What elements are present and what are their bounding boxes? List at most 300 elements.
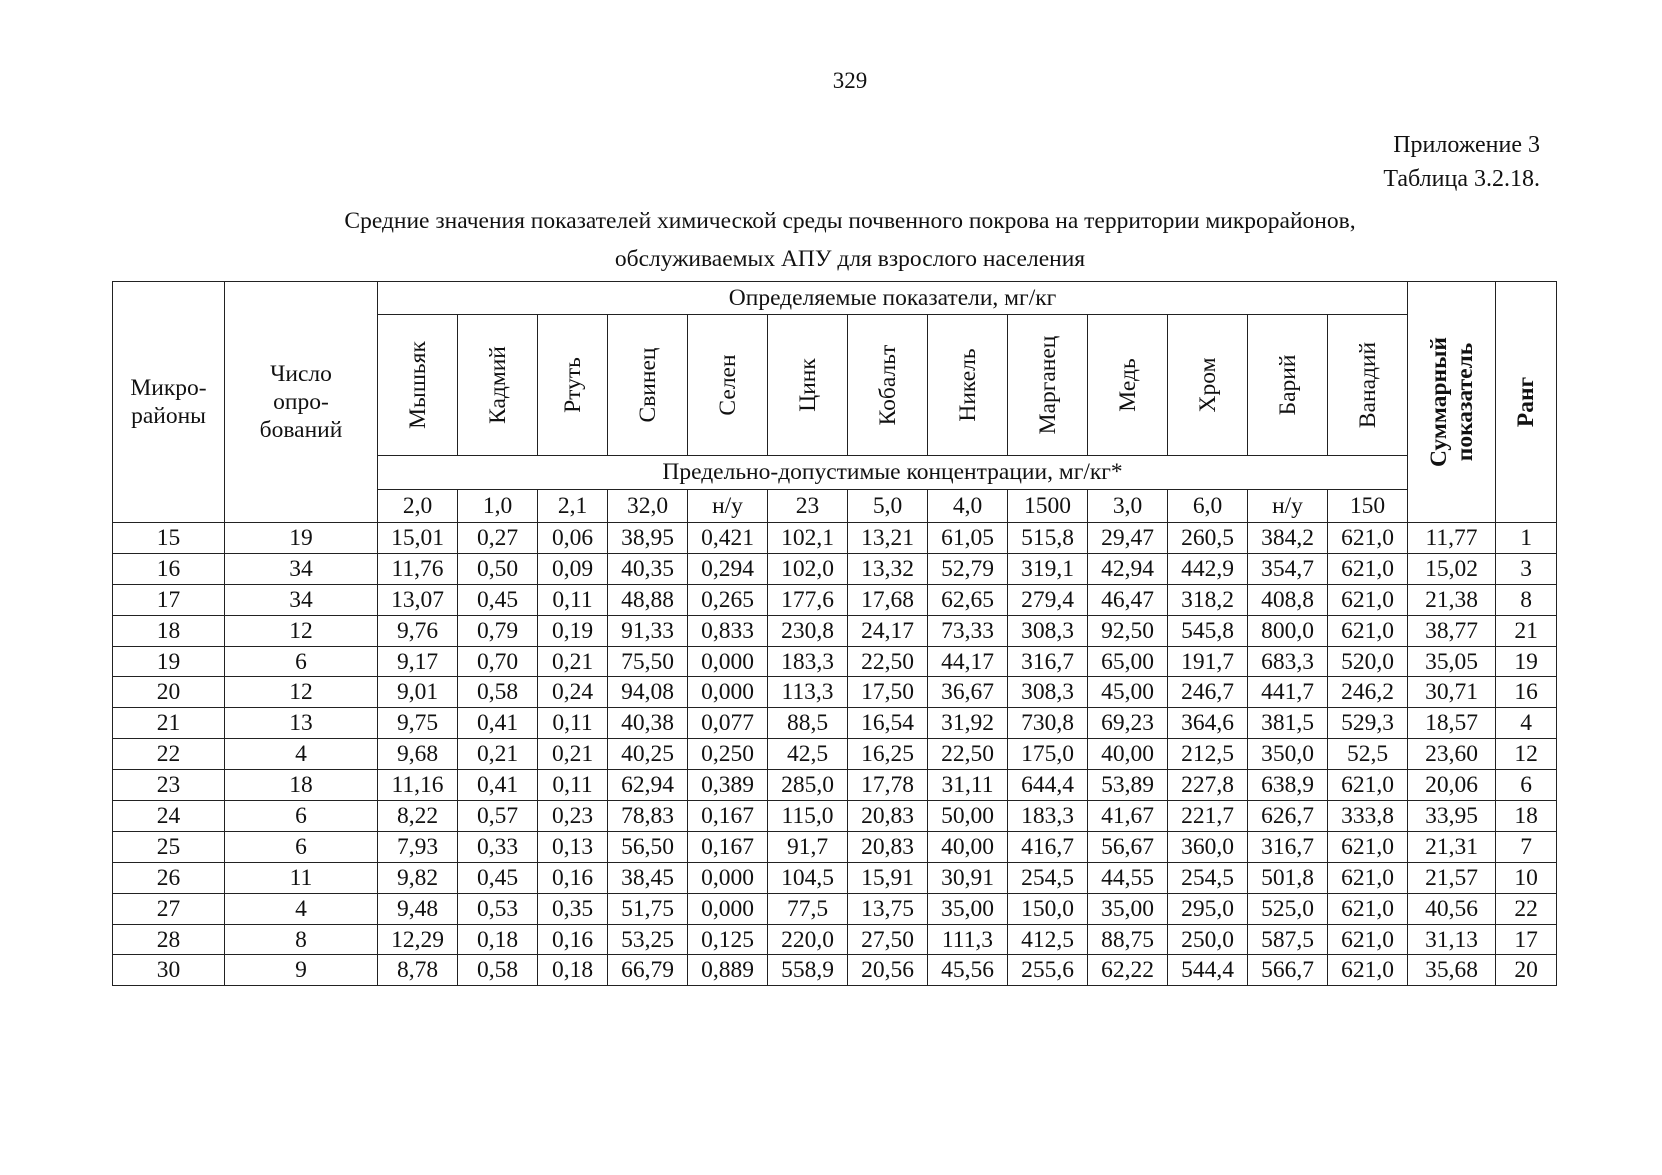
table-cell: 56,50: [608, 831, 688, 862]
table-cell: 0,58: [458, 677, 538, 708]
header-element-label: Никель: [954, 348, 981, 422]
table-cell: 20: [113, 677, 225, 708]
table-cell: 220,0: [768, 924, 848, 955]
header-total-line1: Суммарный: [1425, 337, 1452, 467]
table-cell: 0,21: [538, 739, 608, 770]
table-cell: 20: [1496, 955, 1557, 986]
table-cell: 6: [225, 831, 378, 862]
table-cell: 40,00: [1088, 739, 1168, 770]
header-indicators-group: Определяемые показатели, мг/кг: [378, 282, 1408, 315]
table-cell: 354,7: [1248, 553, 1328, 584]
table-cell: 381,5: [1248, 708, 1328, 739]
table-cell: 18: [225, 770, 378, 801]
table-cell: 111,3: [928, 924, 1008, 955]
table-row: [113, 955, 1557, 986]
table-cell: 94,08: [608, 677, 688, 708]
table-cell: 316,7: [1248, 831, 1328, 862]
table-cell: 6: [1496, 770, 1557, 801]
table-cell: 621,0: [1328, 955, 1408, 986]
soil-chemistry-table: [112, 281, 1557, 986]
mpc-value-12: 150: [1328, 489, 1408, 522]
table-cell: 16: [113, 553, 225, 584]
table-cell: 26: [113, 862, 225, 893]
table-cell: 0,79: [458, 615, 538, 646]
table-cell: 0,294: [688, 553, 768, 584]
table-cell: 44,55: [1088, 862, 1168, 893]
mpc-value-0: 2,0: [378, 489, 458, 522]
header-mpc-group: Предельно-допустимые концентрации, мг/кг*: [378, 456, 1408, 489]
table-cell: 621,0: [1328, 523, 1408, 554]
table-cell: 285,0: [768, 770, 848, 801]
header-element-label: Цинк: [794, 358, 821, 413]
table-cell: 11: [225, 862, 378, 893]
header-element-label: Кобальт: [874, 344, 901, 426]
table-cell: 0,35: [538, 893, 608, 924]
table-cell: 42,5: [768, 739, 848, 770]
table-cell: 23: [113, 770, 225, 801]
mpc-value-5: 23: [768, 489, 848, 522]
table-cell: 0,265: [688, 584, 768, 615]
table-cell: 364,6: [1168, 708, 1248, 739]
table-cell: 102,1: [768, 523, 848, 554]
mpc-value-7: 4,0: [928, 489, 1008, 522]
table-cell: 40,00: [928, 831, 1008, 862]
table-cell: 11,16: [378, 770, 458, 801]
table-cell: 566,7: [1248, 955, 1328, 986]
table-cell: 21,38: [1408, 584, 1496, 615]
table-cell: 62,65: [928, 584, 1008, 615]
table-cell: 92,50: [1088, 615, 1168, 646]
table-cell: 31,92: [928, 708, 1008, 739]
table-cell: 18: [1496, 801, 1557, 832]
table-cell: 800,0: [1248, 615, 1328, 646]
table-cell: 0,57: [458, 801, 538, 832]
table-cell: 515,8: [1008, 523, 1088, 554]
header-samples-line1: Число: [270, 361, 332, 387]
table-cell: 9,75: [378, 708, 458, 739]
table-cell: 69,23: [1088, 708, 1168, 739]
table-cell: 175,0: [1008, 739, 1088, 770]
table-cell: 73,33: [928, 615, 1008, 646]
table-row: [113, 770, 1557, 801]
table-row: [113, 924, 1557, 955]
table-cell: 9,48: [378, 893, 458, 924]
table-cell: 13,21: [848, 523, 928, 554]
table-cell: 30,71: [1408, 677, 1496, 708]
table-cell: 0,421: [688, 523, 768, 554]
table-cell: 177,6: [768, 584, 848, 615]
table-cell: 683,3: [1248, 646, 1328, 677]
table-cell: 18,57: [1408, 708, 1496, 739]
table-cell: 308,3: [1008, 677, 1088, 708]
table-row: [113, 523, 1557, 554]
header-element-9: [1088, 315, 1168, 456]
header-total-line2: показатель: [1451, 342, 1478, 462]
header-element-3: [608, 315, 688, 456]
appendix-block: [1383, 128, 1540, 196]
table-cell: 38,77: [1408, 615, 1496, 646]
table-cell: 350,0: [1248, 739, 1328, 770]
table-cell: 12: [1496, 739, 1557, 770]
table-cell: 4: [1496, 708, 1557, 739]
table-cell: 45,56: [928, 955, 1008, 986]
table-cell: 62,94: [608, 770, 688, 801]
table-row: [113, 646, 1557, 677]
table-cell: 0,50: [458, 553, 538, 584]
table-cell: 0,41: [458, 770, 538, 801]
table-cell: 88,75: [1088, 924, 1168, 955]
table-cell: 7,93: [378, 831, 458, 862]
table-cell: 30: [113, 955, 225, 986]
table-cell: 1: [1496, 523, 1557, 554]
table-label: Таблица 3.2.18.: [1383, 166, 1540, 192]
header-element-label: Селен: [714, 354, 741, 416]
header-element-label: Свинец: [634, 347, 661, 423]
mpc-value-2: 2,1: [538, 489, 608, 522]
table-cell: 44,17: [928, 646, 1008, 677]
table-cell: 22: [113, 739, 225, 770]
table-row: [113, 801, 1557, 832]
table-cell: 91,7: [768, 831, 848, 862]
table-cell: 558,9: [768, 955, 848, 986]
table-cell: 0,58: [458, 955, 538, 986]
table-cell: 51,75: [608, 893, 688, 924]
table-cell: 18: [113, 615, 225, 646]
table-cell: 35,68: [1408, 955, 1496, 986]
table-cell: 0,167: [688, 831, 768, 862]
header-element-label: Ванадий: [1354, 342, 1381, 429]
table-cell: 408,8: [1248, 584, 1328, 615]
table-cell: 250,0: [1168, 924, 1248, 955]
table-cell: 16,54: [848, 708, 928, 739]
table-caption: [0, 202, 1662, 278]
table-cell: 115,0: [768, 801, 848, 832]
table-cell: 9,82: [378, 862, 458, 893]
table-cell: 0,000: [688, 677, 768, 708]
table-cell: 19: [1496, 646, 1557, 677]
header-element-label: Марганец: [1034, 335, 1061, 435]
table-cell: 16,25: [848, 739, 928, 770]
table-cell: 53,89: [1088, 770, 1168, 801]
table-cell: 30,91: [928, 862, 1008, 893]
table-cell: 0,000: [688, 646, 768, 677]
header-total: [1408, 282, 1496, 523]
table-cell: 66,79: [608, 955, 688, 986]
table-cell: 36,67: [928, 677, 1008, 708]
table-cell: 316,7: [1008, 646, 1088, 677]
table-cell: 638,9: [1248, 770, 1328, 801]
appendix-label: Приложение 3: [1393, 132, 1540, 158]
table-row: [113, 615, 1557, 646]
table-cell: 0,11: [538, 770, 608, 801]
mpc-value-9: 3,0: [1088, 489, 1168, 522]
header-rank: [1496, 282, 1557, 523]
table-cell: 35,05: [1408, 646, 1496, 677]
table-cell: 0,27: [458, 523, 538, 554]
table-cell: 9,68: [378, 739, 458, 770]
table-cell: 33,95: [1408, 801, 1496, 832]
header-element-2: [538, 315, 608, 456]
table-cell: 230,8: [768, 615, 848, 646]
table-cell: 730,8: [1008, 708, 1088, 739]
table-cell: 35,00: [1088, 893, 1168, 924]
table-cell: 52,79: [928, 553, 1008, 584]
table-cell: 12,29: [378, 924, 458, 955]
table-cell: 0,45: [458, 862, 538, 893]
table-cell: 644,4: [1008, 770, 1088, 801]
table-cell: 22,50: [848, 646, 928, 677]
table-row: [113, 739, 1557, 770]
table-cell: 23,60: [1408, 739, 1496, 770]
table-cell: 626,7: [1248, 801, 1328, 832]
table-cell: 0,000: [688, 862, 768, 893]
table-cell: 22: [1496, 893, 1557, 924]
table-cell: 227,8: [1168, 770, 1248, 801]
table-cell: 295,0: [1168, 893, 1248, 924]
table-cell: 48,88: [608, 584, 688, 615]
table-cell: 20,83: [848, 801, 928, 832]
header-element-label: Ртуть: [559, 357, 586, 414]
table-cell: 621,0: [1328, 770, 1408, 801]
table-cell: 8,22: [378, 801, 458, 832]
table-cell: 319,1: [1008, 553, 1088, 584]
table-cell: 621,0: [1328, 893, 1408, 924]
table-cell: 0,250: [688, 739, 768, 770]
table-cell: 24: [113, 801, 225, 832]
table-cell: 12: [225, 615, 378, 646]
table-cell: 621,0: [1328, 584, 1408, 615]
table-cell: 34: [225, 553, 378, 584]
header-rank-label: Ранг: [1513, 376, 1540, 428]
table-cell: 621,0: [1328, 553, 1408, 584]
table-cell: 0,16: [538, 924, 608, 955]
table-cell: 21: [1496, 615, 1557, 646]
table-cell: 6: [225, 801, 378, 832]
table-cell: 20,83: [848, 831, 928, 862]
table-cell: 40,35: [608, 553, 688, 584]
table-cell: 16: [1496, 677, 1557, 708]
table-cell: 102,0: [768, 553, 848, 584]
table-cell: 15,02: [1408, 553, 1496, 584]
table-cell: 255,6: [1008, 955, 1088, 986]
page-number: 329: [832, 68, 868, 93]
table-cell: 11,77: [1408, 523, 1496, 554]
table-cell: 0,06: [538, 523, 608, 554]
table-cell: 0,11: [538, 708, 608, 739]
table-cell: 0,833: [688, 615, 768, 646]
table-cell: 246,2: [1328, 677, 1408, 708]
table-cell: 621,0: [1328, 924, 1408, 955]
table-cell: 50,00: [928, 801, 1008, 832]
table-cell: 27: [113, 893, 225, 924]
table-cell: 246,7: [1168, 677, 1248, 708]
table-cell: 19: [113, 646, 225, 677]
table-cell: 78,83: [608, 801, 688, 832]
table-cell: 21: [113, 708, 225, 739]
header-element-label: Хром: [1194, 357, 1221, 413]
header-element-label: Барий: [1274, 354, 1301, 416]
table-cell: 29,47: [1088, 523, 1168, 554]
table-cell: 21,31: [1408, 831, 1496, 862]
header-element-4: [688, 315, 768, 456]
table-cell: 17: [113, 584, 225, 615]
table-cell: 15,01: [378, 523, 458, 554]
table-cell: 0,70: [458, 646, 538, 677]
table-cell: 61,05: [928, 523, 1008, 554]
mpc-value-6: 5,0: [848, 489, 928, 522]
header-element-label: Мышьяк: [404, 341, 431, 430]
table-cell: 35,00: [928, 893, 1008, 924]
table-cell: 0,13: [538, 831, 608, 862]
table-cell: 25: [113, 831, 225, 862]
table-cell: 46,47: [1088, 584, 1168, 615]
table-cell: 0,19: [538, 615, 608, 646]
table-cell: 40,25: [608, 739, 688, 770]
table-cell: 88,5: [768, 708, 848, 739]
table-body: [113, 523, 1557, 986]
caption-line-1: Средние значения показателей химической среды почвенного покрова на территории микрорайонов,: [344, 208, 1356, 234]
table-cell: 13: [225, 708, 378, 739]
table-row: [113, 677, 1557, 708]
table-cell: 20,56: [848, 955, 928, 986]
table-cell: 40,38: [608, 708, 688, 739]
table-cell: 529,3: [1328, 708, 1408, 739]
table-cell: 308,3: [1008, 615, 1088, 646]
header-samples-line2: опро-: [273, 389, 329, 415]
table-cell: 621,0: [1328, 862, 1408, 893]
table-cell: 22,50: [928, 739, 1008, 770]
table-cell: 38,95: [608, 523, 688, 554]
table-cell: 587,5: [1248, 924, 1328, 955]
table-row: [113, 862, 1557, 893]
mpc-value-8: 1500: [1008, 489, 1088, 522]
table-cell: 0,18: [458, 924, 538, 955]
table-cell: 441,7: [1248, 677, 1328, 708]
table-cell: 31,13: [1408, 924, 1496, 955]
header-element-10: [1168, 315, 1248, 456]
mpc-value-11: н/у: [1248, 489, 1328, 522]
table-cell: 17,50: [848, 677, 928, 708]
table-cell: 318,2: [1168, 584, 1248, 615]
header-element-5: [768, 315, 848, 456]
table-cell: 0,21: [458, 739, 538, 770]
table-cell: 333,8: [1328, 801, 1408, 832]
table-cell: 6: [225, 646, 378, 677]
table-cell: 13,32: [848, 553, 928, 584]
table-cell: 52,5: [1328, 739, 1408, 770]
table-cell: 13,75: [848, 893, 928, 924]
header-element-12: [1328, 315, 1408, 456]
table-row: [113, 708, 1557, 739]
header-element-6: [848, 315, 928, 456]
table-cell: 53,25: [608, 924, 688, 955]
table-cell: 8,78: [378, 955, 458, 986]
table-cell: 104,5: [768, 862, 848, 893]
table-cell: 9,01: [378, 677, 458, 708]
table-cell: 9,17: [378, 646, 458, 677]
table-cell: 0,125: [688, 924, 768, 955]
table-cell: 0,000: [688, 893, 768, 924]
caption-line-2: обслуживаемых АПУ для взрослого населения: [614, 246, 1086, 272]
table-cell: 0,24: [538, 677, 608, 708]
table-cell: 183,3: [768, 646, 848, 677]
table-cell: 360,0: [1168, 831, 1248, 862]
table-cell: 75,50: [608, 646, 688, 677]
table-cell: 442,9: [1168, 553, 1248, 584]
header-districts-line2: районы: [131, 403, 206, 429]
header-samples-line3: бований: [259, 417, 343, 443]
table-cell: 254,5: [1008, 862, 1088, 893]
header-element-7: [928, 315, 1008, 456]
table-cell: 0,09: [538, 553, 608, 584]
table-cell: 416,7: [1008, 831, 1088, 862]
table-cell: 150,0: [1008, 893, 1088, 924]
header-element-label: Медь: [1114, 358, 1141, 412]
table-cell: 0,33: [458, 831, 538, 862]
table-cell: 91,33: [608, 615, 688, 646]
table-cell: 412,5: [1008, 924, 1088, 955]
table-cell: 520,0: [1328, 646, 1408, 677]
table-cell: 4: [225, 739, 378, 770]
table-cell: 0,41: [458, 708, 538, 739]
table-cell: 40,56: [1408, 893, 1496, 924]
table-cell: 8: [1496, 584, 1557, 615]
mpc-value-3: 32,0: [608, 489, 688, 522]
table-cell: 221,7: [1168, 801, 1248, 832]
table-cell: 545,8: [1168, 615, 1248, 646]
table-cell: 0,077: [688, 708, 768, 739]
table-row: [113, 893, 1557, 924]
table-cell: 544,4: [1168, 955, 1248, 986]
table-cell: 525,0: [1248, 893, 1328, 924]
table-cell: 56,67: [1088, 831, 1168, 862]
table-row: [113, 553, 1557, 584]
table-cell: 17,78: [848, 770, 928, 801]
table-cell: 212,5: [1168, 739, 1248, 770]
table-cell: 28: [113, 924, 225, 955]
table-cell: 77,5: [768, 893, 848, 924]
table-cell: 38,45: [608, 862, 688, 893]
header-element-1: [458, 315, 538, 456]
table-cell: 0,16: [538, 862, 608, 893]
table-cell: 15: [113, 523, 225, 554]
table-cell: 0,23: [538, 801, 608, 832]
table-cell: 11,76: [378, 553, 458, 584]
table-cell: 45,00: [1088, 677, 1168, 708]
header-element-0: [378, 315, 458, 456]
table-cell: 19: [225, 523, 378, 554]
table-cell: 384,2: [1248, 523, 1328, 554]
table-cell: 65,00: [1088, 646, 1168, 677]
header-element-8: [1008, 315, 1088, 456]
header-element-label: Кадмий: [484, 346, 511, 425]
table-cell: 9,76: [378, 615, 458, 646]
table-cell: 0,45: [458, 584, 538, 615]
table-cell: 17: [1496, 924, 1557, 955]
table-row: [113, 584, 1557, 615]
table-cell: 21,57: [1408, 862, 1496, 893]
table-cell: 17,68: [848, 584, 928, 615]
table-cell: 7: [1496, 831, 1557, 862]
table-row: [113, 831, 1557, 862]
header-districts: [113, 282, 225, 523]
mpc-value-10: 6,0: [1168, 489, 1248, 522]
table-cell: 183,3: [1008, 801, 1088, 832]
table-cell: 24,17: [848, 615, 928, 646]
table-cell: 254,5: [1168, 862, 1248, 893]
header-samples: [225, 282, 378, 523]
table-cell: 501,8: [1248, 862, 1328, 893]
